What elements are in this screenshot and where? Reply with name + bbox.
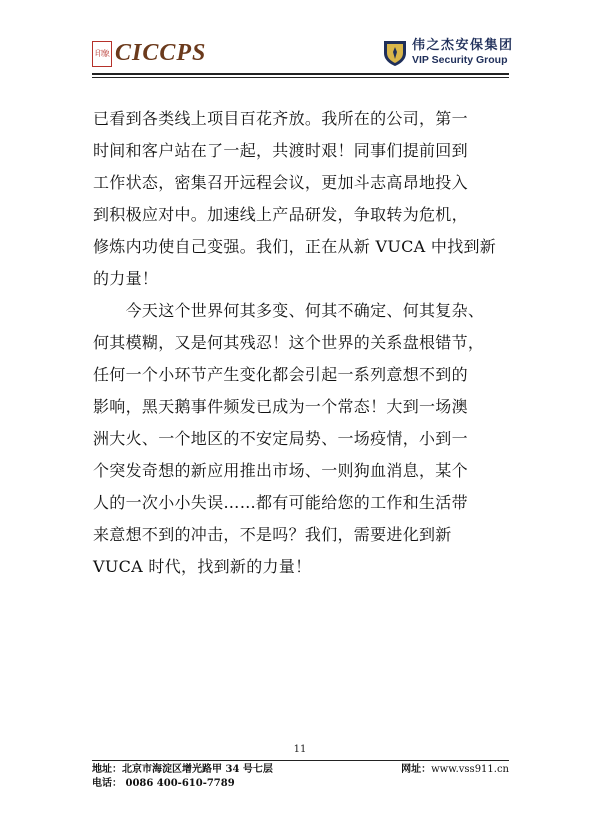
body-line: 时间和客户站在了一起，共渡时艰！同事们提前回到 xyxy=(93,141,468,160)
vip-security-logo xyxy=(382,38,514,67)
seal-icon: 印象 xyxy=(92,41,112,67)
shield-icon xyxy=(382,39,408,67)
body-line: 来意想不到的冲击，不是吗？我们，需要进化到新 xyxy=(93,525,452,544)
page-number: 11 xyxy=(293,744,307,755)
footer-address: 地址：北京市海淀区增光路甲 34 号七层 xyxy=(92,764,273,775)
page-footer xyxy=(92,763,509,791)
footer-website-label: 网址： xyxy=(401,764,432,775)
body-line: 已看到各类线上项目百花齐放。我所在的公司，第一 xyxy=(93,109,468,128)
ciccps-logo xyxy=(92,40,206,67)
article-body xyxy=(93,103,513,583)
body-line: 影响，黑天鹅事件频发已成为一个常态！大到一场澳 xyxy=(93,397,468,416)
body-line: 何其模糊，又是何其残忍！这个世界的关系盘根错节， xyxy=(93,333,485,352)
header-rule-thin xyxy=(92,77,509,78)
body-line: 修炼内功使自己变强。我们，正在从新 VUCA 中找到新 xyxy=(93,237,497,256)
body-line: 洲大火、一个地区的不安定局势、一场疫情，小到一 xyxy=(93,429,468,448)
group-name-en: VIP Security Group xyxy=(412,54,508,66)
ciccps-wordmark: CICCPS xyxy=(115,40,207,66)
group-name-cn: 伟之杰安保集团 xyxy=(412,38,514,53)
page-header xyxy=(0,0,600,90)
footer-phone: 电话： 0086 400-610-7789 xyxy=(92,778,235,789)
body-line: 个突发奇想的新应用推出市场、一则狗血消息，某个 xyxy=(93,461,468,480)
footer-website-group xyxy=(401,763,509,777)
body-line: VUCA 时代，找到新的力量！ xyxy=(93,557,312,576)
header-rule xyxy=(92,73,509,75)
body-line: 的力量！ xyxy=(93,269,159,288)
body-line: 任何一个小环节产生变化都会引起一系列意想不到的 xyxy=(93,365,468,384)
footer-website[interactable]: www.vss911.cn xyxy=(431,764,509,775)
body-line: 工作状态，密集召开远程会议，更加斗志高昂地投入 xyxy=(93,173,468,192)
footer-rule xyxy=(92,760,509,761)
body-line: 人的一次小小失误……都有可能给您的工作和生活带 xyxy=(93,493,468,512)
body-line: 到积极应对中。加速线上产品研发，争取转为危机， xyxy=(93,205,468,224)
body-line: 今天这个世界何其多变、何其不确定、何其复杂、 xyxy=(93,301,485,320)
